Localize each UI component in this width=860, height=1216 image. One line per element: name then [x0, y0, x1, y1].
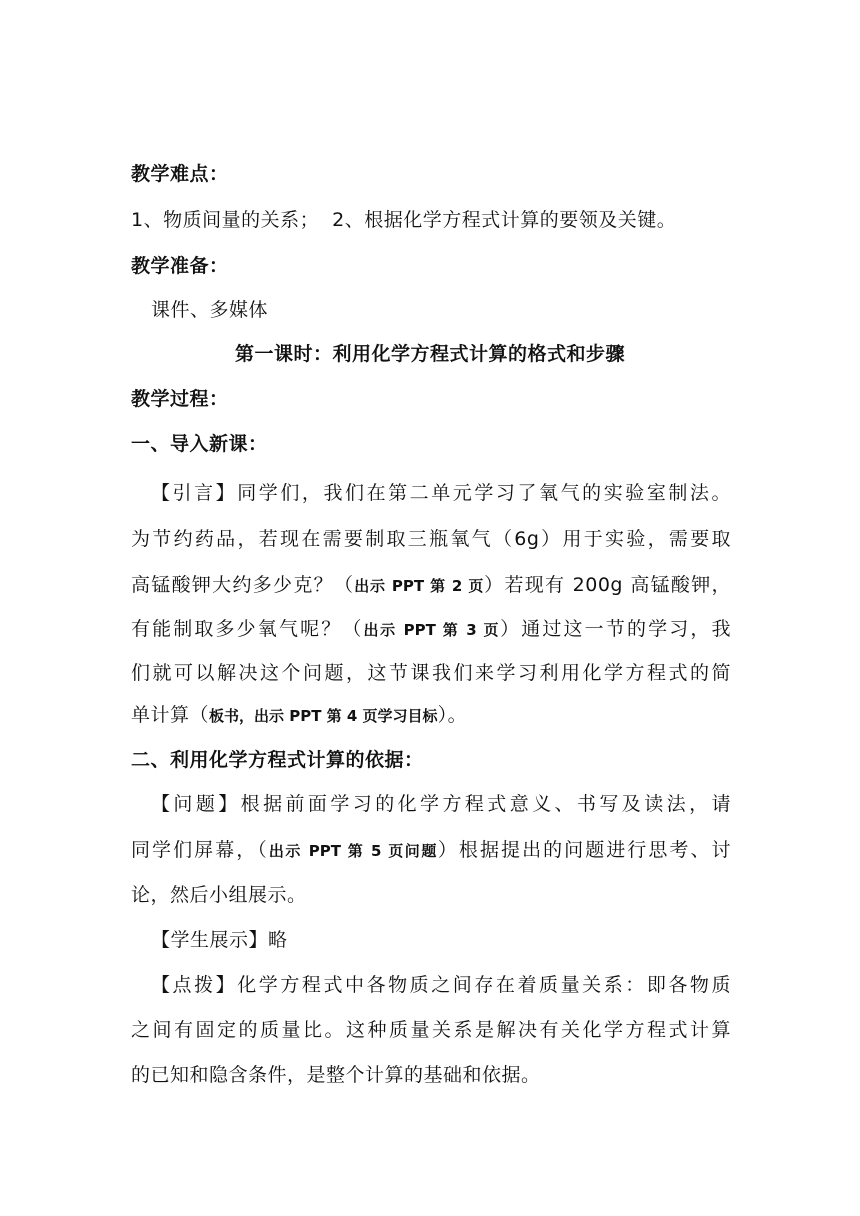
intro-line-5: 们就可以解决这个问题，这节课我们来学习利用化学方程式的简: [131, 662, 731, 684]
intro-line-6-b: ）。: [437, 704, 468, 726]
difficulty-text: 1、物质间量的关系； 2、根据化学方程式计算的要领及关键。: [131, 209, 677, 231]
intro-line-1: 【引言】同学们，我们在第二单元学习了氧气的实验室制法。: [151, 482, 731, 504]
intro-line-4-b: ）通过这一节的学习，我: [500, 618, 731, 640]
intro-line-3-a: 高锰酸钾大约多少克？（: [131, 574, 355, 596]
ppt-note-page-5: 出示 PPT 第 5 页问题: [268, 842, 438, 860]
intro-line-3-b: ）若现有 200g 高锰酸钾，: [484, 574, 732, 596]
hint-line-1: 【点拨】化学方程式中各物质之间存在着质量关系：即各物质: [151, 974, 731, 996]
process-heading: 教学过程：: [131, 388, 229, 410]
lesson-title: 第一课时：利用化学方程式计算的格式和步骤: [234, 343, 625, 365]
intro-line-4-a: 有能制取多少氧气呢？（: [131, 618, 364, 640]
prep-text: 课件、多媒体: [151, 299, 269, 321]
section1-heading: 一、导入新课：: [131, 433, 268, 455]
difficulty-heading: 教学难点：: [131, 163, 229, 185]
question-line-2-b: ）根据提出的问题进行思考、讨: [437, 839, 731, 861]
intro-line-4: [131, 617, 731, 642]
ppt-note-page-3: 出示 PPT 第 3 页: [363, 621, 501, 639]
section2-heading: 二、利用化学方程式计算的依据：: [131, 749, 424, 771]
intro-line-2: 为节约药品，若现在需要制取三瓶氧气（6g）用于实验，需要取: [131, 528, 731, 550]
hint-line-3: 的已知和隐含条件，是整个计算的基础和依据。: [131, 1064, 541, 1086]
hint-line-2: 之间有固定的质量比。这种质量关系是解决有关化学方程式计算: [131, 1019, 731, 1041]
ppt-note-page-4: 板书，出示 PPT 第 4 页学习目标: [209, 707, 438, 725]
ppt-note-page-2: 出示 PPT 第 2 页: [354, 577, 485, 595]
intro-line-3: [131, 573, 731, 598]
intro-line-6-a: 单计算（: [131, 704, 210, 726]
question-line-1: 【问题】根据前面学习的化学方程式意义、书写及读法，请: [151, 793, 731, 815]
question-line-2: [131, 838, 731, 863]
student-show: 【学生展示】略: [151, 929, 288, 951]
prep-heading: 教学准备：: [131, 255, 229, 277]
question-line-3: 论，然后小组展示。: [131, 884, 307, 906]
intro-line-6: [131, 703, 731, 728]
question-line-2-a: 同学们屏幕，（: [131, 839, 269, 861]
